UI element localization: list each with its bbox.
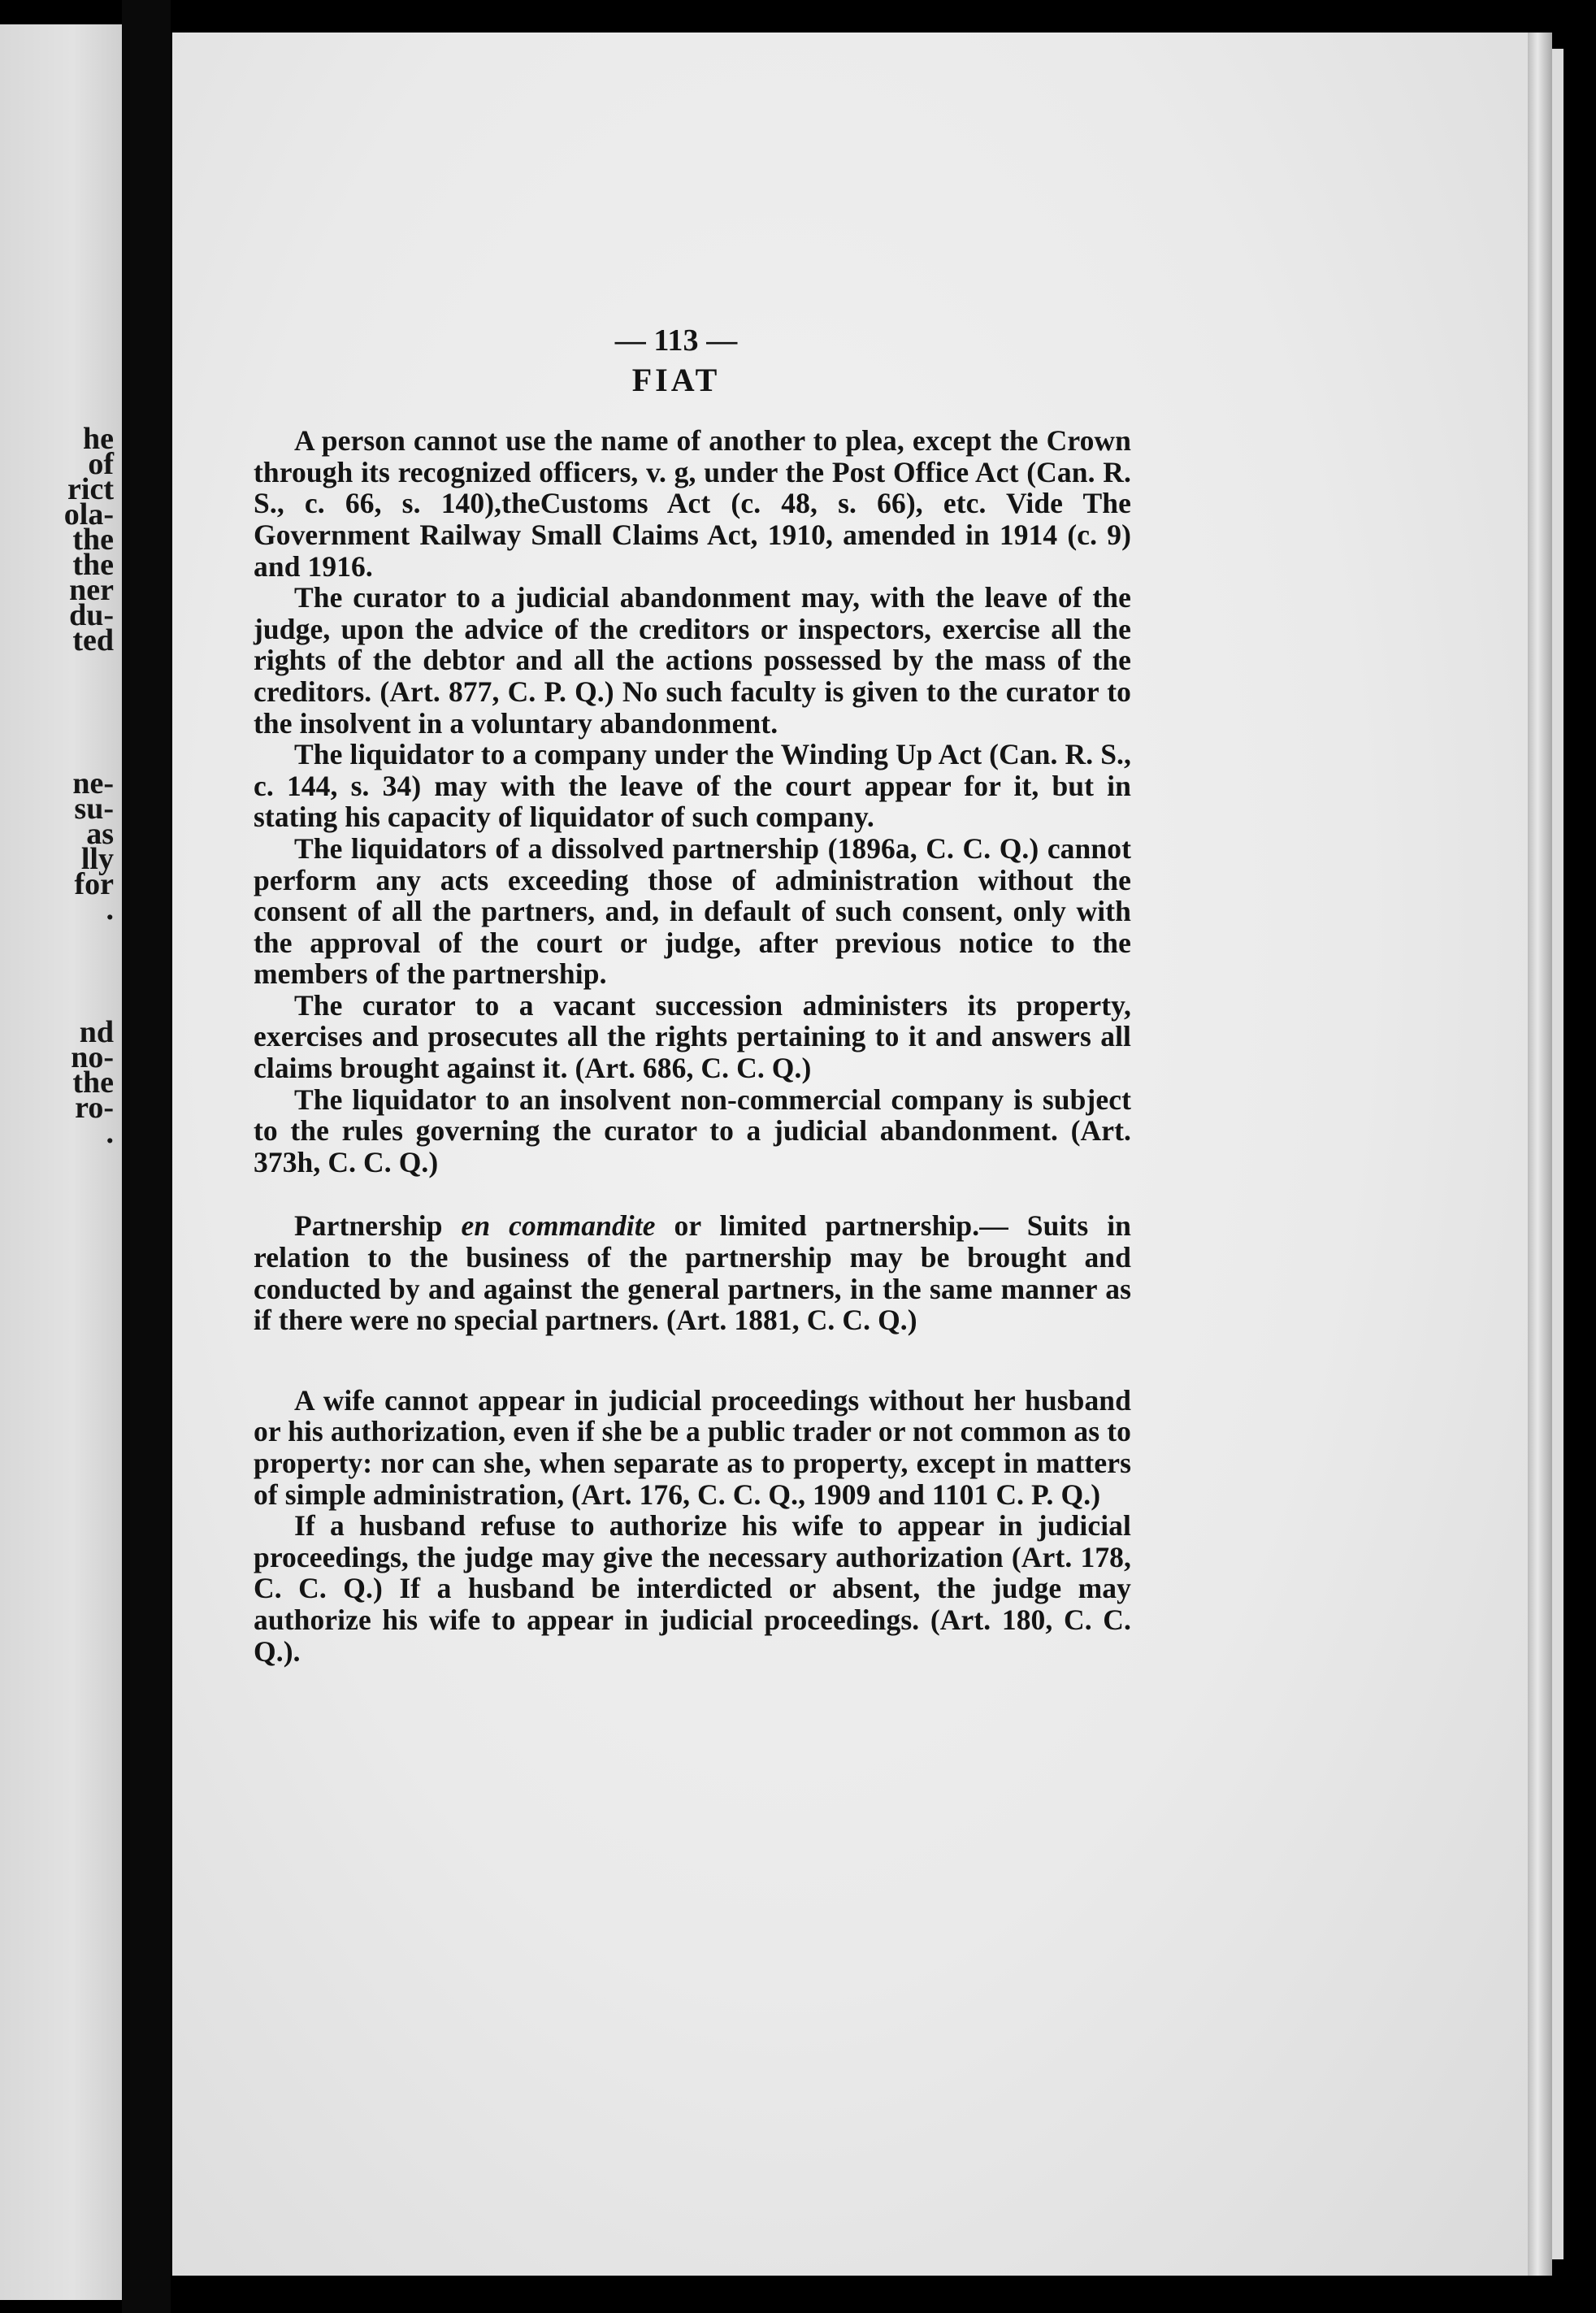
facing-page <box>0 24 122 2300</box>
fragment-line: lly <box>80 842 114 876</box>
fragment-line: ola- <box>63 497 114 532</box>
paragraph: The curator to a vacant succession administers its property, exercises and prosecutes all the rights pertaining to it and answers all claims brought against it. (Art. 686, C. C. Q.) <box>254 988 1131 1085</box>
fragment-line: ner <box>69 573 114 607</box>
fragment-line: ro- <box>75 1091 114 1125</box>
fragment-line: the <box>72 1065 114 1100</box>
paragraph: The curator to a judicial abandonment may, with the leave of the judge, upon the advice of the creditors or inspectors, exercise all the rights of the debtor and all the actions possessed by the mass of the creditors. (Art. 877, C. P. Q.) No such faculty is given to the curator to the insolvent in a voluntary abandonment. <box>254 581 1131 740</box>
fragment-line: he <box>83 422 114 456</box>
partnership-rest: or limited partnership.— Suits in relation to the business of the partnership may be brought and conducted by and against the general partners, in the same manner as if there were no special partners. (Art. 1881, C. C. Q.) <box>254 1209 1131 1337</box>
fragment-line: of <box>88 447 114 481</box>
section-heading: FIAT <box>631 361 721 398</box>
facing-page-text <box>0 422 114 1150</box>
fragment-line: . <box>106 892 114 927</box>
page-number: — 113 — <box>614 323 738 358</box>
paragraph: The liquidator to an insolvent non-commercial company is subject to the rules governing the curator to a judicial abandonment. (Art. 373h, C. C. Q.) <box>254 1083 1131 1178</box>
wife-paragraph: A wife cannot appear in judicial proceedings without her husband or his authorization, even if she be a public trader or not common as to property: nor can she, when separate as to property, except in matters of simple administration, (Art. 176, C. C. Q., 1909 and 1101 C. P. Q.) <box>254 1383 1131 1511</box>
partnership-paragraph <box>254 1210 1131 1335</box>
fragment-line: for <box>74 867 114 901</box>
fragment-line: du- <box>69 598 114 632</box>
fragment-line: ne- <box>72 766 114 801</box>
fragment-line: . <box>106 1116 114 1150</box>
fragment-line: as <box>86 817 114 851</box>
fragment-line: the <box>72 548 114 582</box>
partnership-italic: en commandite <box>461 1209 656 1243</box>
fragment-line: the <box>72 523 114 557</box>
partnership-lead: Partnership <box>294 1209 462 1243</box>
page-text <box>254 325 1131 1667</box>
wife-paragraph: If a husband refuse to authorize his wife to appear in judicial proceedings, the judge may give the necessary authorization (Art. 178, C. C. Q.) If a husband be interdicted or absent, the judge may authorize his wife to appear in judicial proceedings. (Art. 180, C. C. Q.). <box>254 1509 1131 1668</box>
fragment-line: nd <box>79 1015 114 1049</box>
fragment-line: no- <box>71 1040 114 1074</box>
fragment-line: ted <box>72 623 114 657</box>
paragraph: The liquidators of a dissolved partnership (1896a, C. C. Q.) cannot perform any acts exceeding those of administration without the consent of all the partners, and, in default of such consent, only with the approval of the court or judge, after previous notice to the members of the partnership. <box>254 831 1131 991</box>
page-edge <box>1528 33 1552 2276</box>
paragraph: The liquidator to a company under the Winding Up Act (Can. R. S., c. 144, s. 34) may with the leave of the court appear for it, but in stating his capacity of liquidator of such company. <box>254 738 1131 834</box>
page-edge-stack <box>1552 49 1563 2259</box>
fragment-line: su- <box>74 792 114 826</box>
fragment-line: rict <box>67 472 114 506</box>
paragraph: A person cannot use the name of another to plea, except the Crown through its recognized officers, v. g, under the Post Office Act (Can. R. S., c. 66, s. 140),theCustoms Act (c. 48, s. 66), etc. Vide The Government Railway Small Claims Act, 1910, amended in 1914 (c. 9) and 1916. <box>254 424 1131 583</box>
book-gutter <box>122 0 171 2313</box>
